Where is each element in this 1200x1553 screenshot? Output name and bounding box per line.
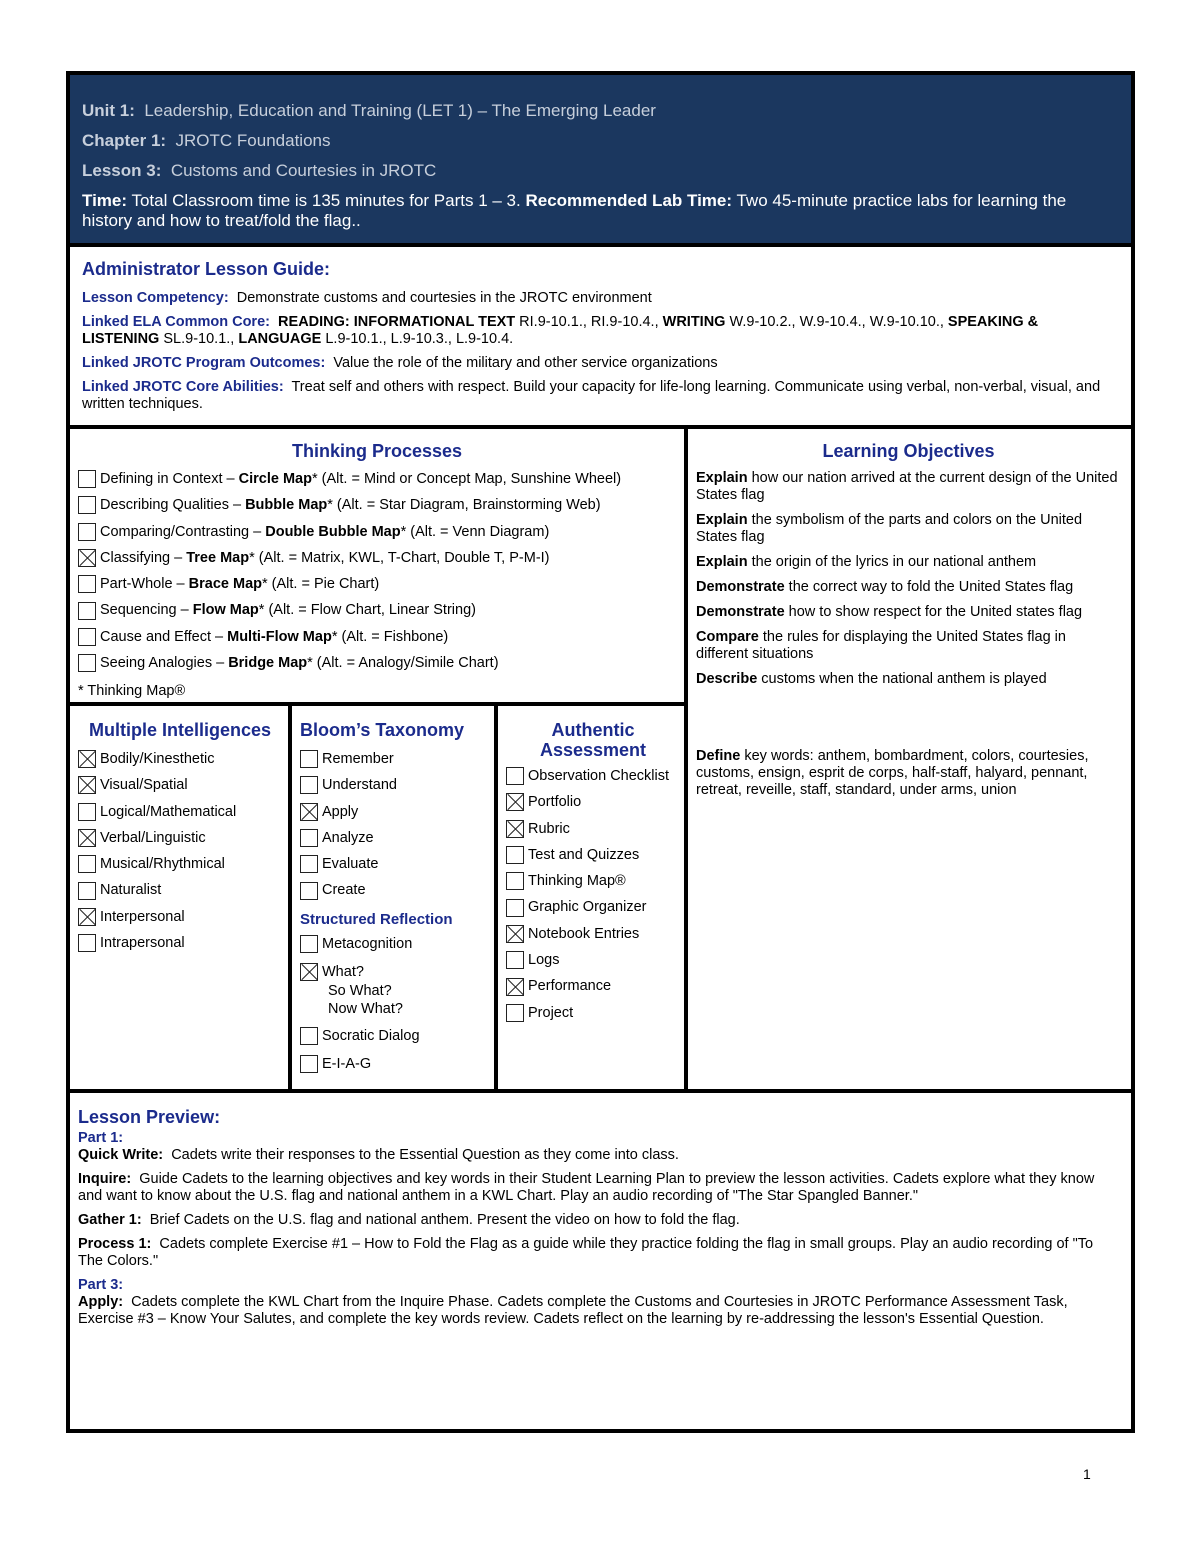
checkbox[interactable]	[506, 1004, 524, 1022]
lesson-text: Customs and Courtesies in JROTC	[170, 161, 437, 180]
thinking-map-process: Sequencing –	[100, 602, 193, 619]
checkbox-label: Remember	[322, 751, 394, 768]
checkbox-label: Graphic Organizer	[528, 899, 647, 916]
checkbox-label: Understand	[322, 777, 397, 794]
checkbox-label: Socratic Dialog	[322, 1027, 420, 1044]
bloom-title: Bloom’s Taxonomy	[300, 720, 465, 740]
ela-writing-codes: W.9-10.2., W.9-10.4., W.9-10.10.,	[729, 314, 944, 330]
part-1-label: Part 1:	[78, 1130, 124, 1146]
objectives-list	[696, 470, 1121, 688]
checkbox-row	[78, 775, 282, 801]
checkbox-row	[506, 819, 680, 845]
checkbox-row	[300, 934, 490, 962]
abilities-label: Linked JROTC Core Abilities:	[82, 379, 284, 395]
checked-checkbox[interactable]	[78, 549, 96, 567]
thinking-title: Thinking Processes	[291, 441, 463, 461]
checkbox[interactable]	[506, 872, 524, 890]
checkbox[interactable]	[506, 951, 524, 969]
checkbox-row	[506, 897, 680, 923]
checkbox-label: Interpersonal	[100, 908, 185, 925]
thinking-map-alternatives: * (Alt. = Matrix, KWL, T-Chart, Double T, P-M-I)	[249, 550, 550, 567]
inquire-label: Inquire:	[78, 1171, 132, 1187]
checkbox-row	[300, 828, 490, 854]
objective-verb: Demonstrate	[696, 579, 785, 595]
core-abilities	[82, 379, 1117, 413]
checkbox[interactable]	[300, 750, 318, 768]
objective-text: the symbolism of the parts and colors on the United States flag	[696, 512, 1083, 545]
gather	[78, 1212, 1115, 1229]
learning-objective	[696, 579, 1121, 596]
checkbox-row	[300, 1026, 490, 1054]
checkbox-row	[506, 792, 680, 818]
mi-title: Multiple Intelligences	[88, 720, 272, 740]
ela-language: LANGUAGE	[238, 331, 322, 347]
outcomes-text: Value the role of the military and other service organizations	[333, 355, 718, 371]
checkbox[interactable]	[300, 776, 318, 794]
checkbox[interactable]	[78, 855, 96, 873]
thinking-map-process: Seeing Analogies –	[100, 655, 229, 672]
inquire	[78, 1171, 1115, 1205]
checkbox-row	[300, 962, 490, 982]
checkbox[interactable]	[78, 628, 96, 646]
checked-checkbox[interactable]	[78, 829, 96, 847]
checkbox-row	[506, 976, 680, 1002]
outcomes-label: Linked JROTC Program Outcomes:	[82, 355, 326, 371]
checkbox-label: Portfolio	[528, 794, 582, 811]
program-outcomes	[82, 355, 1117, 372]
abilities-text: Treat self and others with respect. Build your capacity for life-long learning. Communicate using verbal, non-verbal, visual, and written techniques.	[82, 379, 1101, 412]
checkbox-row	[78, 907, 282, 933]
thinking-map-item	[78, 496, 676, 522]
authentic-assessment	[498, 706, 684, 1089]
checkbox-label: Create	[322, 882, 366, 899]
inquire-text: Guide Cadets to the learning objectives and key words in their Student Learning Plan to preview the lesson activities. Cadets explore what they know and want to know about the U.S. flag and national anthem in a KWL Chart. Play an audio recording of "The Star Spangled Banner."	[78, 1171, 1095, 1204]
learning-objective	[696, 470, 1121, 504]
chapter-row	[82, 131, 1119, 150]
apply-text: Cadets complete the KWL Chart from the Inquire Phase. Cadets complete the Customs and Courtesies in JROTC Performance Assessment Task, Exercise #3 – Know Your Salutes, and complete the key words review. Cadets reflect on the learning by re-addressing the lesson's Essential Question.	[78, 1294, 1068, 1327]
bloom-list	[300, 749, 490, 907]
reflection-list	[300, 934, 490, 1082]
checkbox-label: Evaluate	[322, 856, 379, 873]
checked-checkbox[interactable]	[300, 963, 318, 981]
checked-checkbox[interactable]	[506, 793, 524, 811]
time-row	[82, 191, 1119, 231]
thinking-processes	[70, 429, 684, 702]
checkbox-label: Analyze	[322, 830, 374, 847]
checkbox-row	[300, 775, 490, 801]
checkbox-row	[506, 871, 680, 897]
checkbox-row	[78, 749, 282, 775]
objective-text: how our nation arrived at the current design of the United States flag	[696, 470, 1118, 503]
lab-time-label: Recommended Lab Time:	[525, 191, 733, 210]
objective-verb: Explain	[696, 512, 748, 528]
checkbox-label: Logs	[528, 952, 560, 969]
checkbox[interactable]	[300, 829, 318, 847]
checkbox-row	[300, 1054, 490, 1082]
thinking-map-process: Cause and Effect –	[100, 628, 228, 645]
lesson-label: Lesson 3:	[82, 161, 162, 180]
thinking-map-name: Brace Map	[188, 576, 262, 593]
ela-common-core	[82, 314, 1117, 348]
checkbox[interactable]	[506, 846, 524, 864]
checkbox-row	[300, 854, 490, 880]
thinking-map-name: Bubble Map	[245, 497, 328, 514]
thinking-map-item	[78, 601, 676, 627]
checkbox[interactable]	[78, 496, 96, 514]
competency-text: Demonstrate customs and courtesies in the JROTC environment	[236, 290, 652, 306]
thinking-map-process: Classifying –	[100, 550, 187, 567]
blooms-taxonomy	[292, 706, 494, 1089]
thinking-map-name: Flow Map	[192, 602, 259, 619]
checkbox-label: Naturalist	[100, 882, 162, 899]
mi-list	[78, 749, 282, 959]
checkbox-sub-label: Now What?	[328, 1000, 403, 1017]
ela-reading-codes: RI.9-10.1., RI.9-10.4.,	[519, 314, 659, 330]
aa-list	[506, 766, 680, 1029]
checkbox[interactable]	[506, 767, 524, 785]
thinking-map-name: Circle Map	[238, 471, 312, 487]
checkbox[interactable]	[78, 803, 96, 821]
checkbox-label: Project	[528, 1004, 574, 1021]
objective-verb: Describe	[696, 671, 758, 687]
checked-checkbox[interactable]	[506, 925, 524, 943]
thinking-map-item	[78, 628, 676, 654]
thinking-map-process: Describing Qualities –	[100, 497, 246, 514]
process-label: Process 1:	[78, 1236, 152, 1252]
thinking-map-alternatives: * (Alt. = Fishbone)	[331, 628, 449, 645]
ela-label: Linked ELA Common Core:	[82, 314, 270, 330]
thinking-map-item	[78, 523, 676, 549]
objective-verb: Compare	[696, 629, 759, 645]
checkbox-label: Bodily/Kinesthetic	[100, 751, 215, 768]
lab-time-text: Two 45-minute practice labs for learning the history and how to treat/fold the flag..	[82, 191, 1067, 230]
lesson-guide-frame	[66, 71, 1135, 1433]
checkbox-label: Musical/Rhythmical	[100, 856, 225, 873]
checkbox-row	[300, 802, 490, 828]
checkbox-row	[78, 802, 282, 828]
quick-write-text: Cadets write their responses to the Essential Question as they come into class.	[171, 1147, 679, 1163]
objective-verb: Explain	[696, 554, 748, 570]
checkbox-row	[506, 766, 680, 792]
checkbox-label: Rubric	[528, 820, 570, 837]
checkbox-row	[506, 950, 680, 976]
thinking-map-item	[78, 575, 676, 601]
checkbox[interactable]	[300, 855, 318, 873]
learning-objective	[696, 671, 1121, 688]
checked-checkbox[interactable]	[78, 908, 96, 926]
checkbox-row	[78, 933, 282, 959]
part-3-label: Part 3:	[78, 1277, 124, 1293]
thinking-map-name: Double Bubble Map	[265, 523, 401, 540]
checkbox-label: Test and Quizzes	[528, 847, 640, 864]
checkbox-label: Verbal/Linguistic	[100, 830, 206, 847]
checkbox-label: Intrapersonal	[100, 935, 185, 952]
lesson-preview	[70, 1093, 1131, 1429]
thinking-map-alternatives: * (Alt. = Flow Chart, Linear String)	[258, 602, 476, 619]
checkbox-row	[78, 854, 282, 880]
checkbox[interactable]	[78, 934, 96, 952]
learning-objective	[696, 554, 1121, 571]
checkbox-row	[78, 880, 282, 906]
thinking-map-alternatives: * (Alt. = Mind or Concept Map, Sunshine Wheel)	[311, 471, 622, 488]
unit-row	[82, 101, 1119, 120]
thinking-map-name: Tree Map	[186, 549, 250, 566]
checkbox[interactable]	[78, 523, 96, 541]
learning-objective	[696, 604, 1121, 621]
preview-title: Lesson Preview:	[78, 1107, 221, 1127]
checkbox-label: Thinking Map®	[528, 873, 626, 890]
lesson-header	[70, 75, 1131, 243]
checkbox-label: What?	[322, 963, 364, 980]
checkbox-row	[506, 1003, 680, 1029]
learning-objective	[696, 512, 1121, 546]
checked-checkbox[interactable]	[506, 978, 524, 996]
objective-text: how to show respect for the United states flag	[788, 604, 1083, 620]
checkbox[interactable]	[78, 602, 96, 620]
checked-checkbox[interactable]	[506, 820, 524, 838]
checkbox[interactable]	[78, 575, 96, 593]
checked-checkbox[interactable]	[78, 750, 96, 768]
checkbox-row	[506, 924, 680, 950]
learning-objectives	[688, 429, 1131, 1089]
checkbox-row	[78, 828, 282, 854]
thinking-map-item	[78, 470, 676, 496]
ela-speaking-codes: SL.9-10.1.,	[163, 331, 235, 347]
checkbox[interactable]	[78, 654, 96, 672]
apply	[78, 1294, 1115, 1328]
checkbox-label: Visual/Spatial	[100, 777, 188, 794]
define-text: key words: anthem, bombardment, colors, courtesies, customs, ensign, esprit de corps, half-staff, halyard, pennant, retreat, reveille, staff, standard, under arms, union	[696, 748, 1089, 798]
ela-speaking: SPEAKING & LISTENING	[82, 314, 1039, 347]
checkbox[interactable]	[506, 899, 524, 917]
thinking-map-name: Multi-Flow Map	[227, 628, 332, 645]
checkbox[interactable]	[78, 882, 96, 900]
thinking-list	[78, 470, 676, 680]
thinking-map-process: Defining in Context –	[100, 471, 239, 488]
thinking-map-alternatives: * (Alt. = Pie Chart)	[262, 576, 380, 593]
checkbox[interactable]	[300, 882, 318, 900]
checked-checkbox[interactable]	[78, 776, 96, 794]
competency-label: Lesson Competency:	[82, 290, 229, 306]
checkbox-label: Observation Checklist	[528, 768, 670, 785]
objective-text: customs when the national anthem is played	[761, 671, 1047, 687]
checkbox-label: Notebook Entries	[528, 925, 640, 942]
checkbox-label: E-I-A-G	[322, 1055, 372, 1072]
checked-checkbox[interactable]	[300, 803, 318, 821]
process-text: Cadets complete Exercise #1 – How to Fold the Flag as a guide while they practice folding the flag in small groups. Play an audio recording of "To The Colors."	[78, 1236, 1094, 1269]
objective-verb: Demonstrate	[696, 604, 785, 620]
thinking-map-alternatives: * (Alt. = Star Diagram, Brainstorming Web)	[327, 497, 601, 514]
checkbox-label: Performance	[528, 978, 612, 995]
time-text: Total Classroom time is 135 minutes for Parts 1 – 3.	[131, 191, 521, 210]
define-verb: Define	[696, 748, 741, 764]
page-number: 1	[1083, 1466, 1091, 1482]
ela-language-codes: L.9-10.1., L.9-10.3., L.9-10.4.	[325, 331, 514, 347]
checkbox-sub-label: So What?	[328, 982, 392, 999]
quick-write	[78, 1147, 1115, 1164]
chapter-text: JROTC Foundations	[175, 131, 331, 150]
checkbox-label: Apply	[322, 803, 359, 820]
gather-label: Gather 1:	[78, 1212, 142, 1228]
learning-title: Learning Objectives	[822, 441, 995, 461]
checkbox[interactable]	[300, 935, 318, 953]
objective-text: the rules for displaying the United States flag in different situations	[696, 629, 1066, 662]
objective-text: the origin of the lyrics in our national anthem	[751, 554, 1037, 570]
apply-label: Apply:	[78, 1294, 124, 1310]
ela-writing: WRITING	[662, 314, 726, 330]
thinking-footnote: * Thinking Map®	[78, 683, 186, 700]
admin-lesson-guide	[70, 247, 1131, 425]
competency	[82, 290, 1117, 307]
objective-text: the correct way to fold the United States flag	[788, 579, 1074, 595]
lesson-row	[82, 161, 1119, 180]
aa-title-2: Assessment	[539, 740, 647, 760]
chapter-label: Chapter 1:	[82, 131, 167, 150]
checkbox[interactable]	[300, 1027, 318, 1045]
checkbox-label: Metacognition	[322, 935, 413, 952]
thinking-map-alternatives: * (Alt. = Venn Diagram)	[400, 523, 550, 540]
objective-verb: Explain	[696, 470, 748, 486]
checkbox[interactable]	[300, 1055, 318, 1073]
gather-text: Brief Cadets on the U.S. flag and national anthem. Present the video on how to fold the flag.	[149, 1212, 740, 1228]
thinking-map-name: Bridge Map	[228, 655, 308, 672]
learning-objective	[696, 629, 1121, 663]
process	[78, 1236, 1115, 1270]
admin-title: Administrator Lesson Guide:	[82, 259, 331, 279]
aa-title-1: Authentic	[551, 720, 635, 740]
ela-reading: READING: INFORMATIONAL TEXT	[278, 314, 516, 330]
thinking-map-alternatives: * (Alt. = Analogy/Simile Chart)	[307, 655, 499, 672]
reflection-title: Structured Reflection	[300, 910, 453, 928]
checkbox-row	[300, 880, 490, 906]
define-key-words	[696, 748, 1121, 799]
multiple-intelligences	[70, 706, 288, 1089]
quick-write-label: Quick Write:	[78, 1147, 164, 1163]
checkbox[interactable]	[78, 470, 96, 488]
checkbox-row	[300, 749, 490, 775]
thinking-map-item	[78, 549, 676, 575]
unit-label: Unit 1:	[82, 101, 135, 120]
thinking-map-item	[78, 654, 676, 680]
checkbox-row	[506, 845, 680, 871]
thinking-map-process: Comparing/Contrasting –	[100, 523, 266, 540]
time-label: Time:	[82, 191, 128, 210]
unit-text: Leadership, Education and Training (LET 1) – The Emerging Leader	[144, 101, 656, 120]
checkbox-label: Logical/Mathematical	[100, 803, 237, 820]
thinking-map-process: Part-Whole –	[100, 576, 189, 593]
